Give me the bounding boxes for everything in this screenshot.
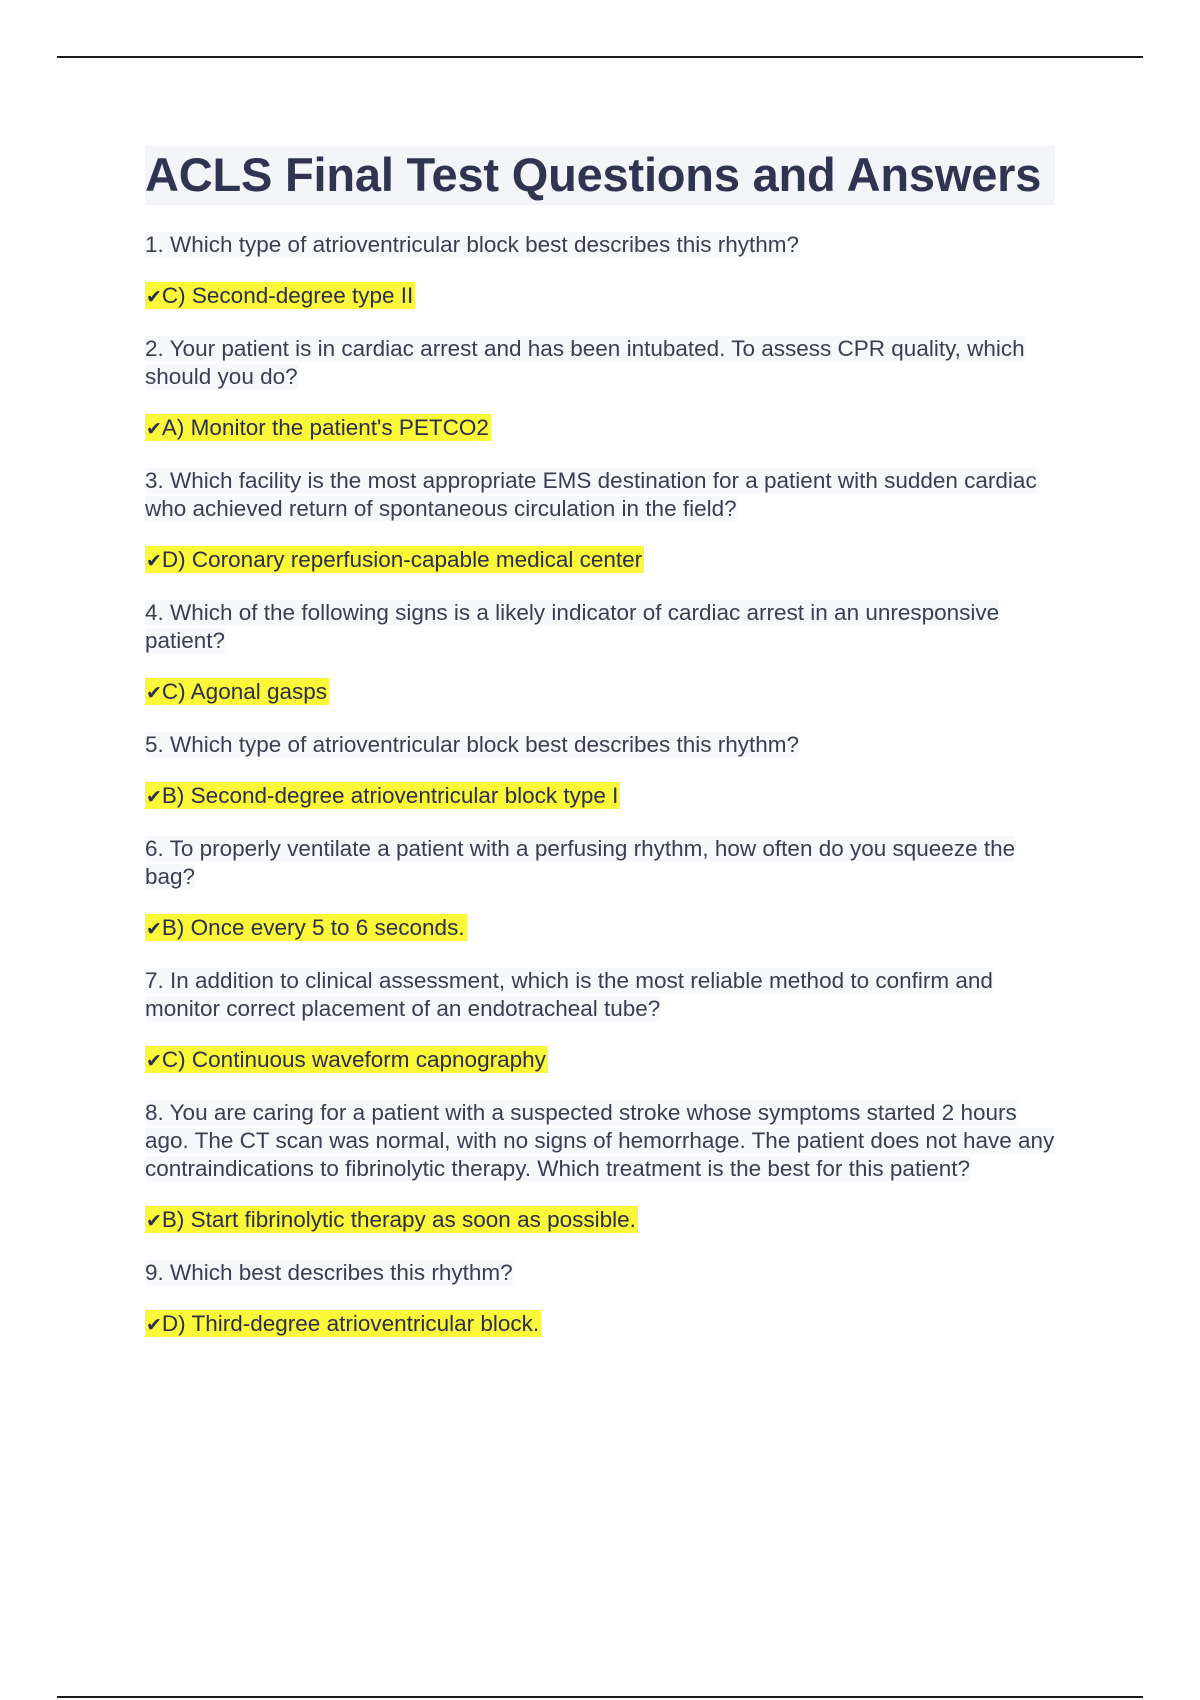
- answer-text: ✔B) Start fibrinolytic therapy as soon as possible.: [146, 1207, 636, 1232]
- check-icon: ✔: [146, 682, 162, 704]
- question-text: 8. You are caring for a patient with a suspected stroke whose symptoms started 2 hours ago. The CT scan was normal, with no signs of hemorrhage. The patient does not have any contraindications to fibrinolytic therapy. Which treatment is the best for this patient?: [145, 1100, 1055, 1181]
- qa-item-2: [145, 335, 1055, 444]
- check-icon: ✔: [146, 286, 162, 308]
- check-icon: ✔: [146, 418, 162, 440]
- qa-item-5: [145, 731, 1055, 812]
- qa-item-7: [145, 967, 1055, 1076]
- qa-item-8: [145, 1099, 1055, 1236]
- qa-item-4: [145, 599, 1055, 708]
- qa-item-6: [145, 835, 1055, 944]
- question-text: 1. Which type of atrioventricular block best describes this rhythm?: [145, 232, 800, 257]
- question-text: 3. Which facility is the most appropriate EMS destination for a patient with sudden cardiac who achieved return of spontaneous circulation in the field?: [145, 468, 1037, 521]
- answer-text: ✔D) Third-degree atrioventricular block.: [146, 1311, 540, 1336]
- question-text: 9. Which best describes this rhythm?: [145, 1260, 513, 1285]
- answer-text: ✔C) Continuous waveform capnography: [146, 1047, 546, 1072]
- answer-text: ✔B) Once every 5 to 6 seconds.: [146, 915, 465, 940]
- check-icon: ✔: [146, 918, 162, 940]
- top-rule: [57, 56, 1143, 58]
- check-icon: ✔: [146, 550, 162, 572]
- question-text: 5. Which type of atrioventricular block best describes this rhythm?: [145, 732, 800, 757]
- document-body: [145, 146, 1055, 1363]
- check-icon: ✔: [146, 1050, 162, 1072]
- qa-item-1: [145, 231, 1055, 312]
- answer-text: ✔D) Coronary reperfusion-capable medical center: [146, 547, 643, 572]
- title-block: [145, 146, 1055, 205]
- answer-text: ✔C) Agonal gasps: [146, 679, 328, 704]
- answer-text: ✔A) Monitor the patient's PETCO2: [146, 415, 489, 440]
- document-title: ACLS Final Test Questions and Answers: [145, 148, 1042, 201]
- question-text: 2. Your patient is in cardiac arrest and has been intubated. To assess CPR quality, which should you do?: [145, 336, 1025, 389]
- question-text: 6. To properly ventilate a patient with a perfusing rhythm, how often do you squeeze the bag?: [145, 836, 1016, 889]
- question-text: 4. Which of the following signs is a likely indicator of cardiac arrest in an unresponsive patient?: [145, 600, 1000, 653]
- answer-text: ✔C) Second-degree type II: [146, 283, 414, 308]
- qa-item-3: [145, 467, 1055, 576]
- check-icon: ✔: [146, 1314, 162, 1336]
- check-icon: ✔: [146, 786, 162, 808]
- question-text: 7. In addition to clinical assessment, which is the most reliable method to confirm and monitor correct placement of an endotracheal tube?: [145, 968, 993, 1021]
- qa-item-9: [145, 1259, 1055, 1340]
- check-icon: ✔: [146, 1210, 162, 1232]
- bottom-rule: [57, 1696, 1143, 1698]
- answer-text: ✔B) Second-degree atrioventricular block type I: [146, 783, 619, 808]
